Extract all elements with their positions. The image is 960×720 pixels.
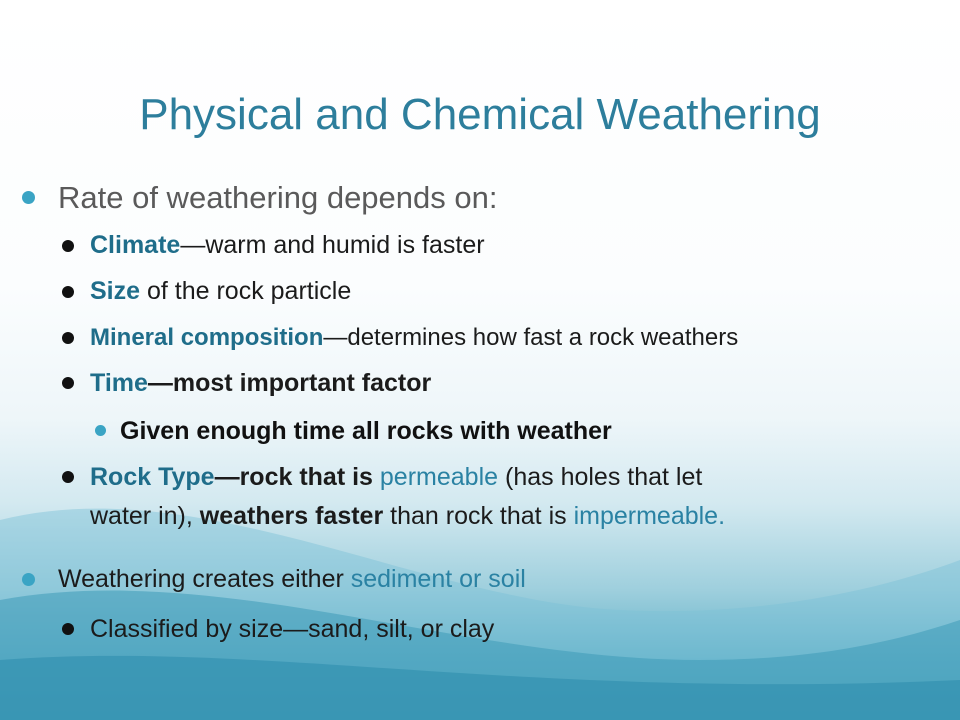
creates-text: Weathering creates either xyxy=(58,565,351,593)
mineral-text: —determines how fast a rock weathers xyxy=(323,324,739,351)
time-text: —most important factor xyxy=(147,369,432,397)
size-text: of the rock particle xyxy=(140,277,352,305)
rocktype-text-4: than rock that is xyxy=(383,502,574,530)
bullet-given: Given enough time all rocks with weather xyxy=(120,417,612,445)
bullet-rocktype-line1 xyxy=(90,463,702,492)
rocktype-text-1: —rock that is xyxy=(214,463,380,491)
bullet-dot xyxy=(62,286,74,298)
bullet-dot xyxy=(62,471,74,483)
rocktype-text-2: (has holes that let xyxy=(498,463,703,491)
bullet-mineral xyxy=(90,324,738,352)
bullet-dot xyxy=(22,573,35,586)
rocktype-text-3: water in), xyxy=(90,502,200,530)
bullet-size xyxy=(90,277,351,306)
bullet-climate xyxy=(90,231,485,260)
bullet-dot xyxy=(62,623,74,635)
creates-highlight: sediment or soil xyxy=(350,565,526,593)
bullet-classified: Classified by size—sand, silt, or clay xyxy=(90,615,495,643)
bullet-time xyxy=(90,369,431,398)
rocktype-faster: weathers faster xyxy=(199,502,384,530)
time-keyword: Time xyxy=(90,369,148,397)
rocktype-permeable: permeable xyxy=(379,463,499,491)
bullet-creates xyxy=(58,565,526,594)
climate-text: —warm and humid is faster xyxy=(180,231,485,259)
bullet-dot xyxy=(95,425,106,436)
bullet-dot xyxy=(62,377,74,389)
bullet-rate: Rate of weathering depends on: xyxy=(58,180,498,215)
rocktype-keyword: Rock Type xyxy=(90,463,215,491)
mineral-keyword: Mineral composition xyxy=(90,324,324,351)
slide-title: Physical and Chemical Weathering xyxy=(139,90,821,139)
rocktype-impermeable: impermeable. xyxy=(573,502,726,530)
climate-keyword: Climate xyxy=(90,231,181,259)
bullet-dot xyxy=(62,240,74,252)
bullet-rocktype-line2 xyxy=(90,502,725,531)
bullet-dot xyxy=(22,191,35,204)
bullet-dot xyxy=(62,332,74,344)
size-keyword: Size xyxy=(90,277,141,305)
